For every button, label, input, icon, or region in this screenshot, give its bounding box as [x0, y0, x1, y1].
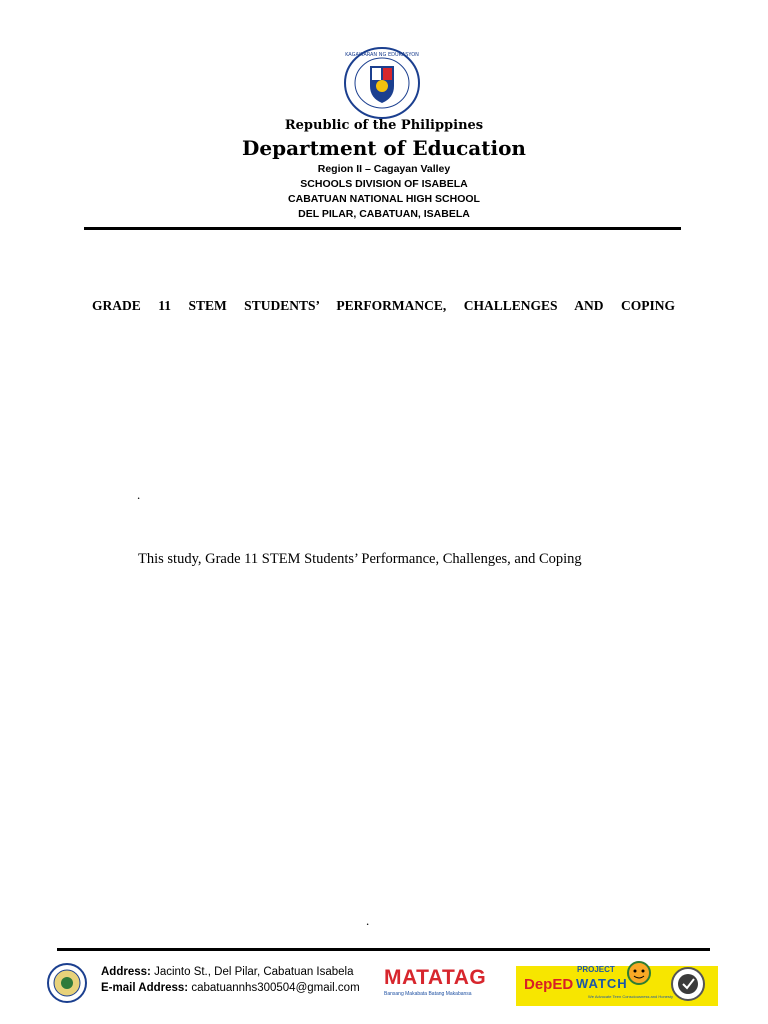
stray-dot: .	[137, 487, 141, 502]
svg-text:KAGAWARAN NG EDUKASYON: KAGAWARAN NG EDUKASYON	[345, 52, 419, 58]
school-line: CABATUAN NATIONAL HIGH SCHOOL	[288, 193, 480, 205]
watch-text: WATCH	[576, 976, 628, 991]
stray-dot-bottom: .	[366, 913, 370, 928]
email-label: E-mail Address:	[101, 982, 189, 994]
footer-divider	[57, 948, 710, 951]
header-divider	[84, 227, 681, 230]
school-seal-icon	[47, 963, 87, 1003]
deped-logo: DepED	[524, 976, 574, 993]
emblem-icon	[670, 966, 706, 1002]
watch-tagline: We Advocate Teen Consciousness and Honesty	[588, 994, 674, 999]
address-label: Address:	[101, 966, 151, 978]
sun-mascot-icon	[622, 958, 656, 988]
matatag-tagline: Bansang Makabata Batang Makabansa	[384, 991, 472, 997]
project-label: PROJECT	[577, 965, 615, 974]
republic-heading: Republic of the Philippines	[284, 118, 484, 133]
email-line	[101, 982, 360, 994]
email-value: cabatuannhs300504@gmail.com	[191, 982, 360, 994]
watch-logo	[576, 976, 628, 991]
region-line: Region II – Cagayan Valley	[317, 163, 451, 175]
address-value: Jacinto St., Del Pilar, Cabatuan Isabela	[154, 966, 354, 978]
division-line: SCHOOLS DIVISION OF ISABELA	[300, 178, 468, 190]
deped-seal-icon	[343, 46, 421, 120]
document-title: GRADE 11 STEM STUDENTS’ PERFORMANCE, CHALLENGES AND COPING	[92, 298, 675, 313]
body-paragraph: This study, Grade 11 STEM Students’ Performance, Challenges, and Coping	[138, 551, 582, 567]
matatag-logo: MATATAG	[384, 966, 487, 989]
department-heading: Department of Education	[242, 136, 526, 160]
address-line	[101, 966, 354, 978]
location-line: DEL PILAR, CABATUAN, ISABELA	[298, 208, 470, 220]
